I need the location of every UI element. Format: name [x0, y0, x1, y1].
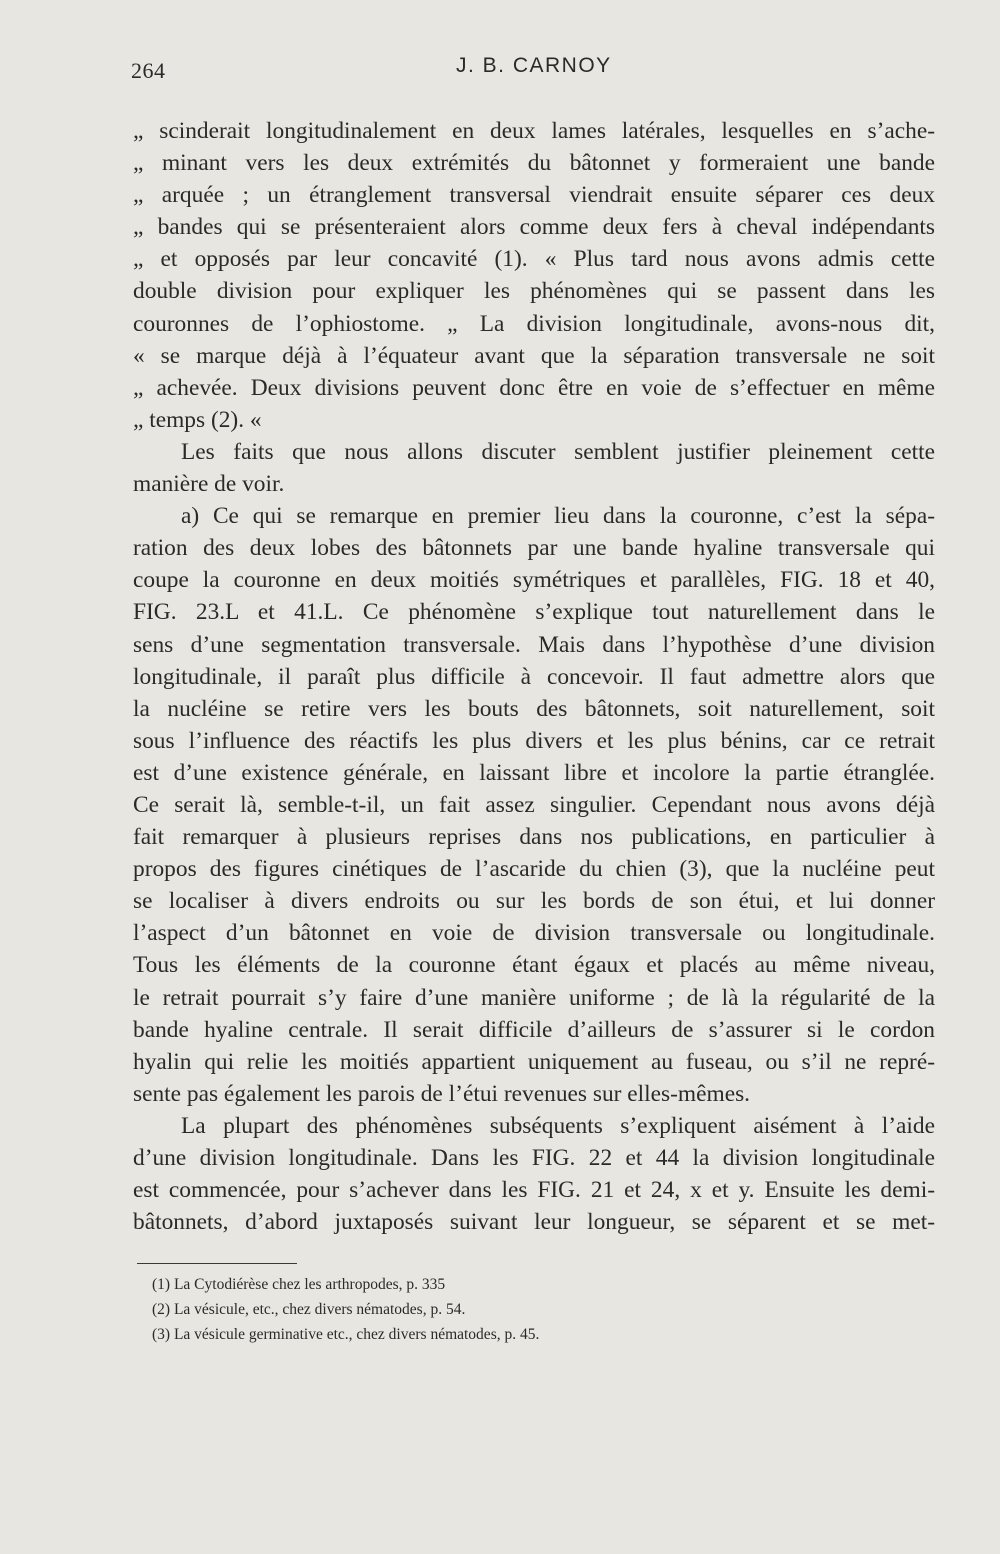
text-line: „ minant vers les deux extrémités du bâtonnet y formeraient une bande — [133, 150, 935, 177]
text-line: manière de voir. — [133, 471, 285, 498]
text-line: a) Ce qui se remarque en premier lieu dans la couronne, c’est la sépa- — [181, 503, 935, 530]
text-line: sens d’une segmentation transversale. Mais dans l’hypothèse d’une division — [133, 631, 935, 658]
footnote: (3) La vésicule germinative etc., chez divers nématodes, p. 45. — [152, 1326, 540, 1343]
text-line: sente pas également les parois de l’étui revenues sur elles-mêmes. — [133, 1080, 751, 1107]
text-line: FIG. 23.L et 41.L. Ce phénomène s’explique tout naturellement dans le — [133, 599, 935, 626]
text-line: fait remarquer à plusieurs reprises dans nos publications, en particulier à — [133, 824, 935, 851]
footnote: (2) La vésicule, etc., chez divers nématodes, p. 54. — [152, 1301, 466, 1318]
text-line: longitudinale, il paraît plus difficile à concevoir. Il faut admettre alors que — [133, 663, 935, 690]
text-line: couronnes de l’ophiostome. „ La division longitudinale, avons-nous dit, — [133, 310, 935, 337]
text-line: „ temps (2). « — [133, 406, 262, 433]
text-line: coupe la couronne en deux moitiés symétriques et parallèles, FIG. 18 et 40, — [133, 567, 935, 594]
text-line: l’aspect d’un bâtonnet en voie de division transversale ou longitudinale. — [133, 920, 935, 947]
text-line: „ achevée. Deux divisions peuvent donc être en voie de s’effectuer en même — [133, 374, 935, 401]
footnote-divider — [137, 1263, 297, 1264]
text-line: la nucléine se retire vers les bouts des bâtonnets, soit naturellement, soit — [133, 695, 935, 722]
text-line: « se marque déjà à l’équateur avant que la séparation transversale ne soit — [133, 342, 935, 369]
text-line: bâtonnets, d’abord juxtaposés suivant leur longueur, se séparent et se met- — [133, 1209, 935, 1236]
footnote: (1) La Cytodiérèse chez les arthropodes, p. 335 — [152, 1276, 446, 1293]
text-line: Tous les éléments de la couronne étant égaux et placés au même niveau, — [133, 952, 935, 979]
text-line: La plupart des phénomènes subséquents s’expliquent aisément à l’aide — [181, 1112, 935, 1139]
text-line: hyalin qui relie les moitiés appartient uniquement au fuseau, ou s’il ne repré- — [133, 1048, 935, 1075]
text-line: sous l’influence des réactifs les plus divers et les plus bénins, car ce retrait — [133, 727, 935, 754]
text-line: „ bandes qui se présenteraient alors comme deux fers à cheval indépendants — [133, 214, 935, 241]
text-line: bande hyaline centrale. Il serait difficile d’ailleurs de s’assurer si le cordon — [133, 1016, 935, 1043]
text-line: d’une division longitudinale. Dans les FIG. 22 et 44 la division longitudinale — [133, 1145, 935, 1171]
body-text — [133, 115, 935, 1238]
text-line: le retrait pourrait s’y faire d’une manière uniforme ; de là la régularité de la — [133, 984, 935, 1011]
text-line: ration des deux lobes des bâtonnets par une bande hyaline transversale qui — [133, 535, 935, 562]
running-head: J. B. CARNOY — [456, 54, 612, 77]
footnotes — [152, 1272, 852, 1347]
text-line: se localiser à divers endroits ou sur les bords de son étui, et lui donner — [133, 888, 935, 915]
text-line: „ scinderait longitudinalement en deux lames latérales, lesquelles en s’ache- — [133, 118, 935, 144]
text-line: est d’une existence générale, en laissant libre et incolore la partie étranglée. — [133, 759, 935, 786]
text-line: double division pour expliquer les phénomènes qui se passent dans les — [133, 278, 935, 305]
text-line: „ et opposés par leur concavité (1). « Plus tard nous avons admis cette — [133, 246, 935, 273]
text-line: „ arquée ; un étranglement transversal viendrait ensuite séparer ces deux — [133, 182, 935, 209]
text-line: Les faits que nous allons discuter semblent justifier pleinement cette — [181, 438, 935, 465]
page-header — [0, 52, 1000, 92]
text-line: est commencée, pour s’achever dans les FIG. 21 et 24, x et y. Ensuite les demi- — [133, 1177, 935, 1204]
text-line: Ce serait là, semble-t-il, un fait assez singulier. Cependant nous avons déjà — [133, 791, 935, 818]
text-line: propos des figures cinétiques de l’ascaride du chien (3), que la nucléine peut — [133, 856, 935, 883]
page-number: 264 — [131, 58, 166, 83]
